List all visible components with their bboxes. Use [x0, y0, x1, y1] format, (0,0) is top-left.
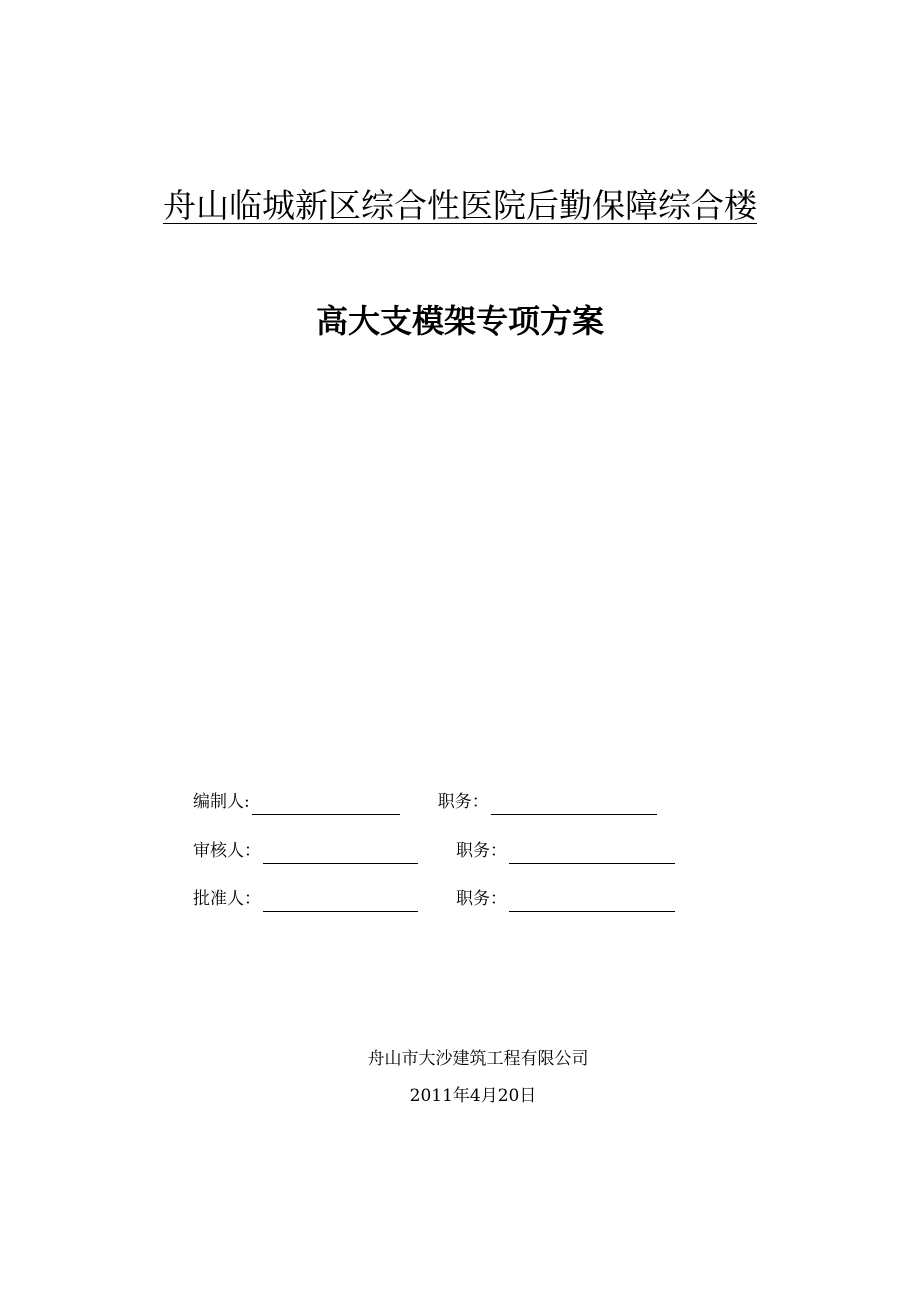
document-subtitle: 高大支模架专项方案: [315, 302, 604, 340]
compiler-label: 编制人:: [193, 792, 250, 812]
reviewer-position-label: 职务：: [456, 841, 507, 861]
approver-position-label: 职务：: [456, 889, 507, 909]
approver-signature-line: [263, 891, 418, 912]
approver-position-line: [509, 891, 675, 912]
reviewer-signature-line: [263, 843, 418, 864]
compiler-signature-line: [252, 794, 400, 815]
project-name: 舟山临城新区综合性医院后勤保障综合楼: [163, 186, 757, 225]
compiler-position-line: [491, 794, 657, 815]
company-name: 舟山市大沙建筑工程有限公司: [367, 1049, 589, 1069]
compiler-position-label: 职务：: [437, 792, 489, 812]
signature-row-reviewer: [193, 838, 675, 864]
reviewer-label: 审核人：: [193, 841, 261, 861]
approver-label: 批准人：: [193, 889, 261, 909]
signature-row-approver: [193, 886, 675, 912]
reviewer-position-line: [509, 843, 675, 864]
document-date: 2011年4月20日: [409, 1086, 537, 1106]
signature-row-compiler: [193, 789, 657, 815]
document-title: [0, 182, 920, 230]
